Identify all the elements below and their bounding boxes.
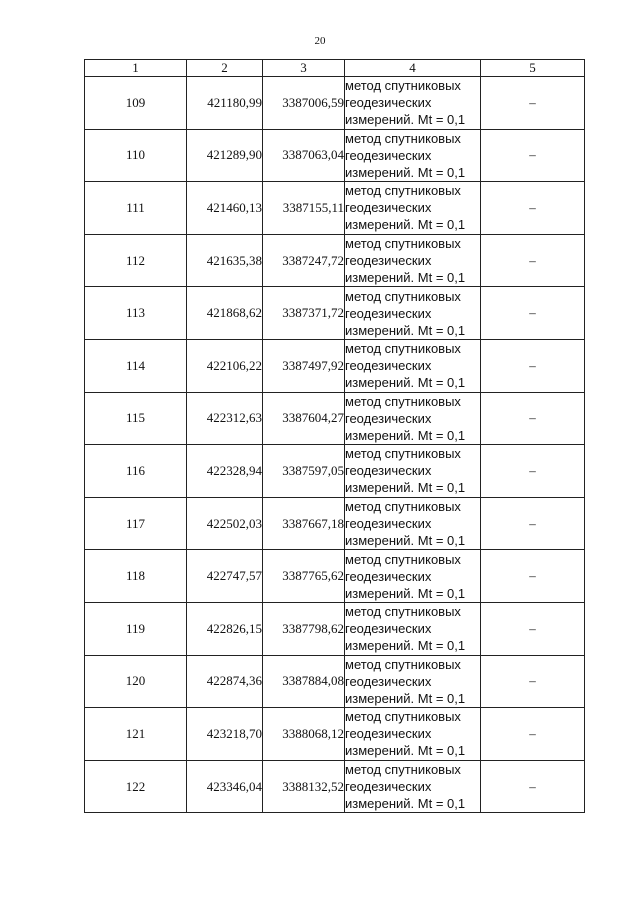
method-cell — [345, 392, 481, 445]
column-header-1: 1 — [85, 60, 187, 77]
coordinate-y: 3387247,72 — [263, 234, 345, 287]
coordinate-x: 422328,94 — [187, 445, 263, 498]
note-cell: – — [481, 655, 585, 708]
method-line-2: геодезических — [345, 516, 432, 532]
point-number: 110 — [85, 129, 187, 182]
coordinate-y: 3387155,11 — [263, 182, 345, 235]
note-cell: – — [481, 445, 585, 498]
method-cell — [345, 602, 481, 655]
point-number: 116 — [85, 445, 187, 498]
coordinate-x: 422874,36 — [187, 655, 263, 708]
table-row — [85, 708, 585, 761]
method-line-3: измерений. Mt = 0,1 — [345, 427, 466, 443]
method-line-1: метод спутниковых — [345, 551, 461, 567]
method-cell — [345, 77, 481, 130]
coordinate-y: 3387798,62 — [263, 602, 345, 655]
table-row — [85, 550, 585, 603]
method-line-2: геодезических — [345, 568, 432, 584]
method-cell — [345, 445, 481, 498]
note-cell: – — [481, 129, 585, 182]
method-line-2: геодезических — [345, 253, 432, 269]
note-cell: – — [481, 234, 585, 287]
page-number: 20 — [314, 35, 326, 47]
coordinate-y: 3387597,05 — [263, 445, 345, 498]
method-cell — [345, 708, 481, 761]
table-row — [85, 182, 585, 235]
method-cell — [345, 182, 481, 235]
table-row — [85, 287, 585, 340]
method-line-3: измерений. Mt = 0,1 — [345, 270, 466, 286]
table-row — [85, 392, 585, 445]
method-cell — [345, 287, 481, 340]
method-line-3: измерений. Mt = 0,1 — [345, 533, 466, 549]
coordinate-y: 3387667,18 — [263, 497, 345, 550]
point-number: 118 — [85, 550, 187, 603]
column-header-2: 2 — [187, 60, 263, 77]
coordinate-x: 421868,62 — [187, 287, 263, 340]
coordinate-x: 422502,03 — [187, 497, 263, 550]
method-line-2: геодезических — [345, 95, 432, 111]
table-row — [85, 339, 585, 392]
method-line-2: геодезических — [345, 147, 432, 163]
note-cell: – — [481, 708, 585, 761]
method-line-3: измерений. Mt = 0,1 — [345, 638, 466, 654]
method-line-2: геодезических — [345, 726, 432, 742]
note-cell: – — [481, 760, 585, 813]
table-row — [85, 234, 585, 287]
point-number: 115 — [85, 392, 187, 445]
method-line-3: измерений. Mt = 0,1 — [345, 585, 466, 601]
method-line-2: геодезических — [345, 463, 432, 479]
method-line-3: измерений. Mt = 0,1 — [345, 217, 466, 233]
note-cell: – — [481, 392, 585, 445]
table-row — [85, 445, 585, 498]
table-header-row — [85, 60, 585, 77]
note-cell: – — [481, 550, 585, 603]
table-row — [85, 760, 585, 813]
method-cell — [345, 550, 481, 603]
coordinate-x: 422747,57 — [187, 550, 263, 603]
column-header-5: 5 — [481, 60, 585, 77]
point-number: 119 — [85, 602, 187, 655]
coordinate-x: 421289,90 — [187, 129, 263, 182]
note-cell: – — [481, 287, 585, 340]
point-number: 117 — [85, 497, 187, 550]
method-line-2: геодезических — [345, 358, 432, 374]
table-row — [85, 129, 585, 182]
method-line-2: геодезических — [345, 621, 432, 637]
method-line-2: геодезических — [345, 779, 432, 795]
table-body — [85, 77, 585, 813]
note-cell: – — [481, 602, 585, 655]
method-line-3: измерений. Mt = 0,1 — [345, 164, 466, 180]
column-header-4: 4 — [345, 60, 481, 77]
coordinate-x: 423346,04 — [187, 760, 263, 813]
method-line-1: метод спутниковых — [345, 183, 461, 199]
method-line-3: измерений. Mt = 0,1 — [345, 743, 466, 759]
method-cell — [345, 655, 481, 708]
method-line-2: геодезических — [345, 305, 432, 321]
note-cell: – — [481, 339, 585, 392]
method-line-1: метод спутниковых — [345, 446, 461, 462]
method-line-1: метод спутниковых — [345, 236, 461, 252]
method-line-2: геодезических — [345, 673, 432, 689]
coordinate-x: 423218,70 — [187, 708, 263, 761]
method-cell — [345, 234, 481, 287]
coordinate-y: 3387765,62 — [263, 550, 345, 603]
method-line-2: геодезических — [345, 410, 432, 426]
method-line-1: метод спутниковых — [345, 656, 461, 672]
point-number: 121 — [85, 708, 187, 761]
coordinate-y: 3387371,72 — [263, 287, 345, 340]
note-cell: – — [481, 77, 585, 130]
coordinates-table — [84, 59, 585, 813]
method-line-3: измерений. Mt = 0,1 — [345, 480, 466, 496]
point-number: 114 — [85, 339, 187, 392]
point-number: 112 — [85, 234, 187, 287]
point-number: 120 — [85, 655, 187, 708]
coordinate-y: 3387497,92 — [263, 339, 345, 392]
method-line-3: измерений. Mt = 0,1 — [345, 322, 466, 338]
method-line-1: метод спутниковых — [345, 341, 461, 357]
method-line-1: метод спутниковых — [345, 78, 461, 94]
method-line-1: метод спутниковых — [345, 762, 461, 778]
point-number: 113 — [85, 287, 187, 340]
method-cell — [345, 339, 481, 392]
method-line-1: метод спутниковых — [345, 709, 461, 725]
method-line-1: метод спутниковых — [345, 288, 461, 304]
table-row — [85, 77, 585, 130]
coordinate-y: 3387884,08 — [263, 655, 345, 708]
coordinate-y: 3388132,52 — [263, 760, 345, 813]
table-row — [85, 497, 585, 550]
point-number: 109 — [85, 77, 187, 130]
table-row — [85, 602, 585, 655]
coordinate-y: 3387604,27 — [263, 392, 345, 445]
coordinate-x: 421460,13 — [187, 182, 263, 235]
coordinate-x: 421635,38 — [187, 234, 263, 287]
coordinate-y: 3388068,12 — [263, 708, 345, 761]
method-cell — [345, 760, 481, 813]
method-line-3: измерений. Mt = 0,1 — [345, 796, 466, 812]
coordinate-x: 422312,63 — [187, 392, 263, 445]
note-cell: – — [481, 182, 585, 235]
method-line-1: метод спутниковых — [345, 393, 461, 409]
method-line-3: измерений. Mt = 0,1 — [345, 112, 466, 128]
method-line-3: измерений. Mt = 0,1 — [345, 375, 466, 391]
column-header-3: 3 — [263, 60, 345, 77]
method-line-1: метод спутниковых — [345, 499, 461, 515]
coordinate-y: 3387006,59 — [263, 77, 345, 130]
method-line-1: метод спутниковых — [345, 130, 461, 146]
table-row — [85, 655, 585, 708]
coordinate-x: 421180,99 — [187, 77, 263, 130]
method-line-1: метод спутниковых — [345, 604, 461, 620]
point-number: 111 — [85, 182, 187, 235]
coordinate-x: 422826,15 — [187, 602, 263, 655]
coordinate-y: 3387063,04 — [263, 129, 345, 182]
note-cell: – — [481, 497, 585, 550]
method-cell — [345, 497, 481, 550]
method-line-3: измерений. Mt = 0,1 — [345, 690, 466, 706]
point-number: 122 — [85, 760, 187, 813]
coordinate-x: 422106,22 — [187, 339, 263, 392]
method-cell — [345, 129, 481, 182]
method-line-2: геодезических — [345, 200, 432, 216]
